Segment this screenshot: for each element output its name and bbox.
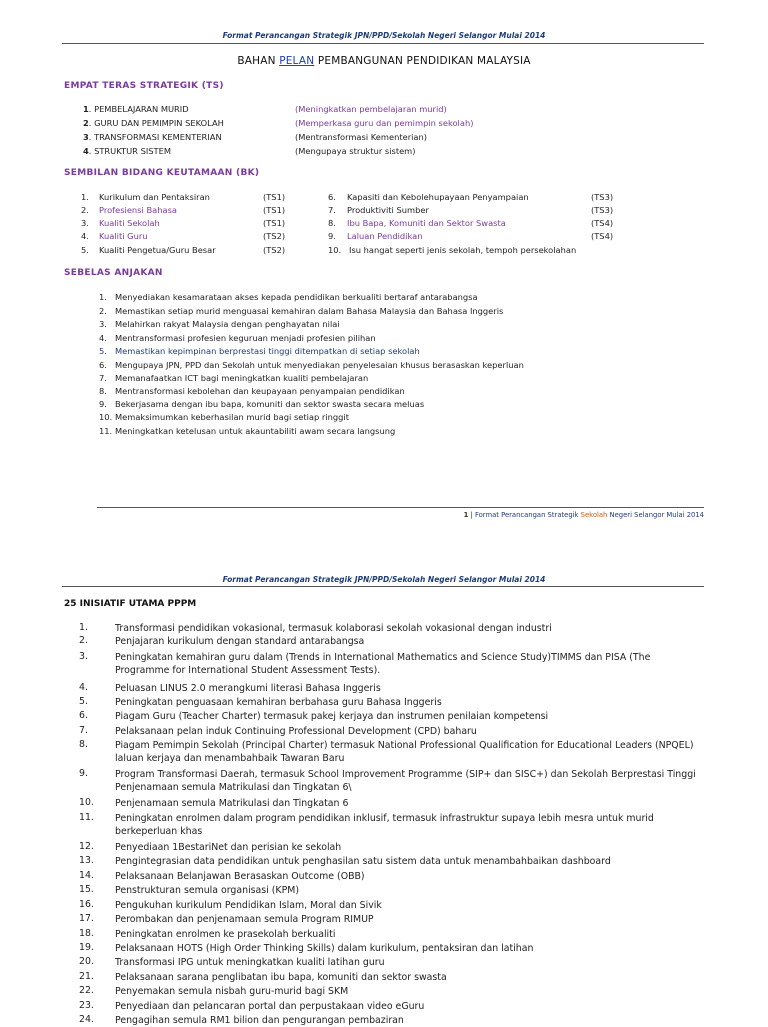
bidang-num: 1. (81, 192, 89, 202)
bidang-label: Produktiviti Sumber (347, 205, 429, 215)
bidang-num: 7. (328, 205, 336, 215)
bidang-num: 6. (328, 192, 336, 202)
teras-item: 4. STRUKTUR SISTEM (83, 146, 172, 156)
document-title (0, 55, 768, 67)
header-rule (62, 43, 704, 44)
anjakan-num: 8. (99, 386, 107, 396)
anjakan-text: Memastikan setiap murid menguasai kemahiran dalam Bahasa Malaysia dan Bahasa Inggeris (115, 306, 504, 316)
anjakan-text: Memanafaatkan ICT bagi meningkatkan kualiti pembelajaran (115, 373, 369, 383)
anjakan-num: 1. (99, 292, 107, 302)
anjakan-text: Memastikan kepimpinan berprestasi tinggi ditempatkan di setiap sekolah (115, 346, 420, 356)
bidang-code: (TS3) (591, 205, 614, 215)
anjakan-num: 3. (99, 319, 107, 329)
bidang-num: 2. (81, 205, 89, 215)
anjakan-text: Memaksimumkan keberhasilan murid bagi setiap ringgit (115, 412, 349, 422)
footer-rule (97, 507, 704, 508)
bidang-num: 10. (328, 245, 342, 255)
title-link-pelan[interactable]: PELAN (279, 55, 315, 67)
bidang-num: 5. (81, 245, 89, 255)
inisiatif-heading: 25 INISIATIF UTAMA PPPM (64, 599, 197, 609)
bidang-label: Laluan Pendidikan (347, 231, 423, 241)
teras-desc: (Mentransformasi Kementerian) (295, 132, 428, 142)
page-gap (0, 540, 768, 562)
bidang-label: Ibu Bapa, Komuniti dan Sektor Swasta (347, 218, 506, 228)
anjakan-num: 4. (99, 333, 107, 343)
anjakan-num: 7. (99, 373, 107, 383)
bidang-label: Kapasiti dan Kebolehupayaan Penyampaian (347, 192, 529, 202)
bidang-code: (TS3) (591, 192, 614, 202)
document-page-2: Format Perancangan Strategik JPN/PPD/Sekolah Negeri Selangor Mulai 2014 25 INISIATIF UTAMA PPPM 1. Transformasi pendidikan vokasional, termasuk kolaborasi sekolah vokasional dengan industri 2. Penjajaran kurikulum dengan standard antarabangsa 3. Peningkatan kemahiran guru dalam (Trends in International Mathematics and Science Study)TIMMS dan PISA (The Programme for International Student Assessment Tests). 4. Peluasan LINUS 2.0 merangkumi literasi Bahasa Inggeris 5. Peningkatan penguasaan kemahiran berbahasa guru Bahasa Inggeris 6. Piagam Guru (Teacher Charter) termasuk pakej kerjaya dan instrumen penilaian kompetensi 7. Pelaksanaan pelan induk Continuing Professional Development (CPD) baharu 8. Piagam Pemimpin Sekolah (Principal Charter) termasuk National Professional Qualification for Educational Leaders (NPQEL) laluan kerjaya dan menambahbaik Tawaran Baru 9. Program Transformasi Daerah, termasuk School Improvement Programme (SIP+ dan SISC+) dan Sekolah Berprestasi Tinggi Penjenamaan semula Matrikulasi dan Tingkatan 6\ 10. Penjenamaan semula Matrikulasi dan Tingkatan 6 11. Peningkatan enrolmen dalam program pendidikan inklusif, termasuk infrastruktur supaya lebih mesra untuk murid berkeperluan khas 12. Penyediaan 1BestariNet dan perisian ke sekolah 13. Pengintegrasian data pendidikan untuk penghasilan satu sistem data untuk menambahbaikan dashboard 14. Pelaksanaan Belanjawan Berasaskan Outcome (OBB) 15. Penstrukturan semula organisasi (KPM) 16. Pengukuhan kurikulum Pendidikan Islam, Moral dan Sivik 17. Perombakan dan penjenamaan semula Program RIMUP 18. Peningkatan enrolmen ke prasekolah berkualiti 19. Pelaksanaan HOTS (High Order Thinking Skills) dalam kurikulum, pentaksiran dan latihan 20. Transformasi IPG untuk meningkatkan kualiti latihan guru 21. Pelaksanaan sarana penglibatan ibu bapa, komuniti dan sektor swasta 22. Penyemakan semula nisbah guru-murid bagi SKM 23. Penyediaan dan pelancaran portal dan perpustakaan video eGuru 24. Pengagihan semula RM1 bilion dan pengurangan pembaziran (0, 562, 768, 1024)
anjakan-num: 2. (99, 306, 107, 316)
page-header: Format Perancangan Strategik JPN/PPD/Sekolah Negeri Selangor Mulai 2014 (222, 575, 546, 584)
teras-item: 1. PEMBELAJARAN MURID (83, 104, 189, 114)
teras-heading: EMPAT TERAS STRATEGIK (TS) (64, 81, 224, 91)
page-footer: 1 | Format Perancangan Strategik Sekolah Negeri Selangor Mulai 2014 (463, 511, 704, 519)
bidang-num: 8. (328, 218, 336, 228)
anjakan-text: Menyediakan kesamarataan akses kepada pendidikan berkualiti bertaraf antarabangsa (115, 292, 478, 302)
bidang-code: (TS1) (263, 205, 286, 215)
anjakan-text: Mengupaya JPN, PPD dan Sekolah untuk menyediakan penyelesaian khusus berasaskan keperluan (115, 360, 524, 370)
anjakan-text: Mentransformasi profesien keguruan menjadi profesien pilihan (115, 333, 376, 343)
anjakan-text: Melahirkan rakyat Malaysia dengan penghayatan nilai (115, 319, 340, 329)
bidang-label: Kualiti Pengetua/Guru Besar (99, 245, 216, 255)
anjakan-num: 11. (99, 426, 113, 436)
anjakan-text: Meningkatkan ketelusan untuk akauntabiliti awam secara langsung (115, 426, 396, 436)
bidang-label: Kurikulum dan Pentaksiran (99, 192, 210, 202)
bidang-label: Profesiensi Bahasa (99, 205, 177, 215)
title-suffix: PEMBANGUNAN PENDIDIKAN MALAYSIA (314, 55, 531, 67)
anjakan-heading: SEBELAS ANJAKAN (64, 268, 163, 278)
bidang-heading: SEMBILAN BIDANG KEUTAMAAN (BK) (64, 168, 260, 178)
anjakan-num: 9. (99, 399, 107, 409)
bidang-label: Kualiti Guru (99, 231, 148, 241)
bidang-code: (TS2) (263, 231, 286, 241)
teras-desc: (Memperkasa guru dan pemimpin sekolah) (295, 118, 474, 128)
teras-item: 3. TRANSFORMASI KEMENTERIAN (83, 132, 222, 142)
title-prefix: BAHAN (237, 55, 280, 67)
page-header: Format Perancangan Strategik JPN/PPD/Sekolah Negeri Selangor Mulai 2014 (222, 31, 546, 40)
anjakan-text: Mentransformasi kebolehan dan keupayaan penyampaian pendidikan (115, 386, 405, 396)
header-rule (62, 586, 704, 587)
anjakan-text: Bekerjasama dengan ibu bapa, komuniti dan sektor swasta secara meluas (115, 399, 425, 409)
bidang-code: (TS4) (591, 231, 614, 241)
bidang-code: (TS1) (263, 218, 286, 228)
bidang-code: (TS2) (263, 245, 286, 255)
bidang-label: Kualiti Sekolah (99, 218, 160, 228)
bidang-code: (TS4) (591, 218, 614, 228)
teras-desc: (Meningkatkan pembelajaran murid) (295, 104, 447, 114)
anjakan-num: 10. (99, 412, 113, 422)
bidang-num: 4. (81, 231, 89, 241)
anjakan-num: 5. (99, 346, 107, 356)
page-number: 1 (463, 511, 469, 519)
bidang-num: 9. (328, 231, 336, 241)
teras-item: 2. GURU DAN PEMIMPIN SEKOLAH (83, 118, 224, 128)
anjakan-num: 6. (99, 360, 107, 370)
teras-desc: (Mengupaya struktur sistem) (295, 146, 416, 156)
bidang-label: Isu hangat seperti jenis sekolah, tempoh persekolahan (349, 245, 577, 255)
bidang-num: 3. (81, 218, 89, 228)
bidang-code: (TS1) (263, 192, 286, 202)
